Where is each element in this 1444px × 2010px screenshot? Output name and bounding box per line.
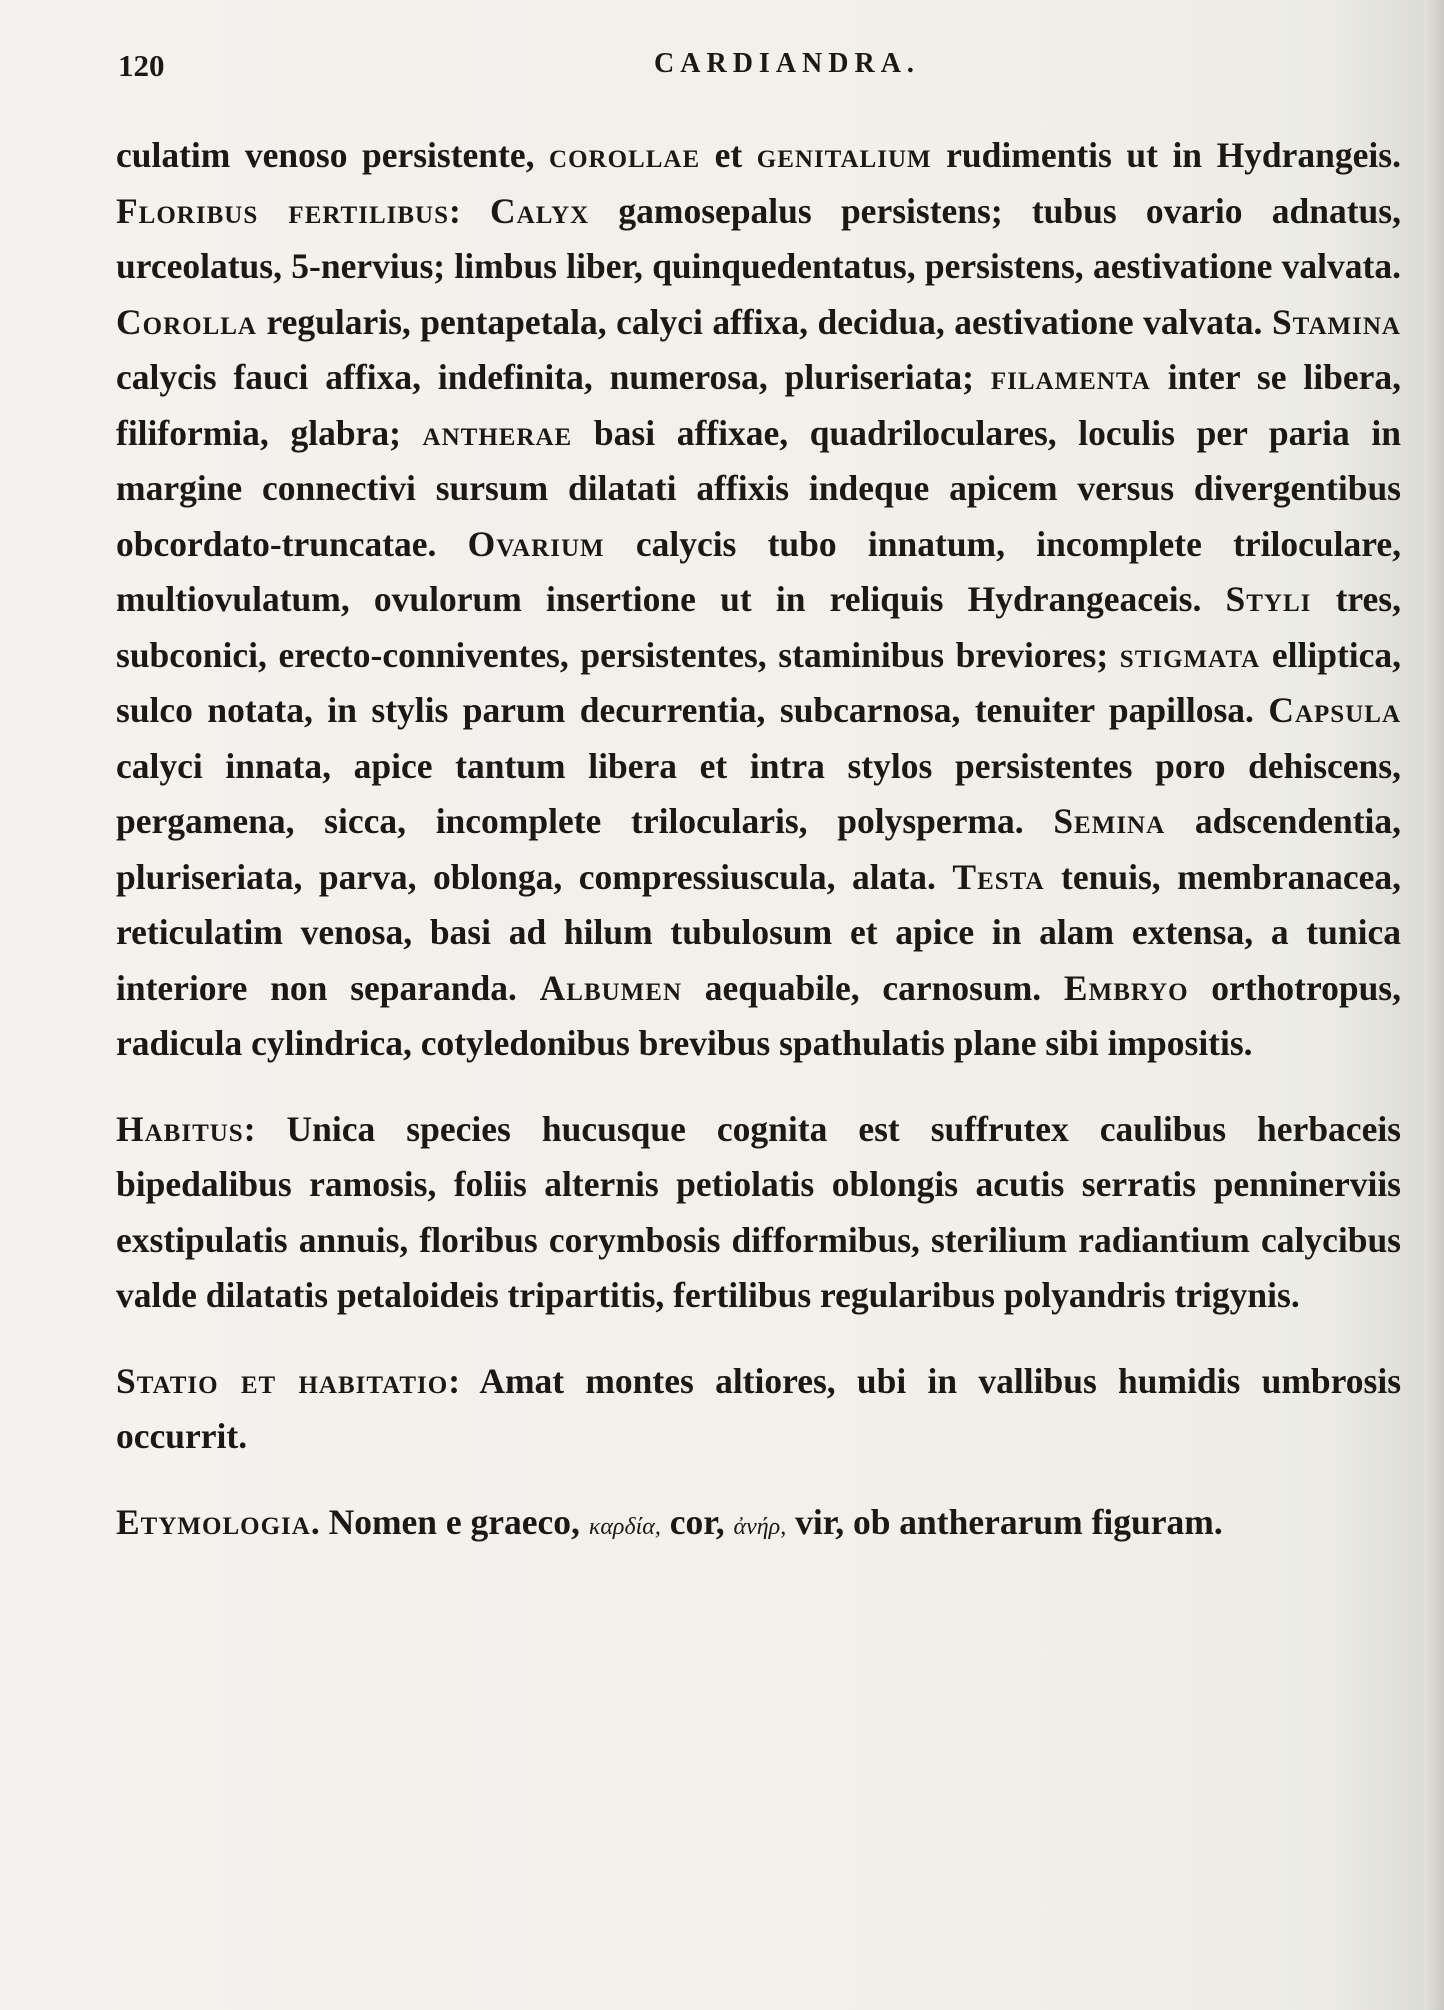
section-term: Stamina: [1271, 301, 1401, 342]
body-text: [116, 128, 1401, 1555]
text-run: culatim venoso persistente,: [116, 135, 550, 175]
text-run: : Amat montes altiores, ubi in vallibus humidis umbrosis occurrit.: [116, 1360, 1402, 1456]
text-run: calycis tubo innatum, incomplete triloculare, multiovulatum, ovulorum insertione ut in reliquis Hydrangeaceis.: [116, 523, 1402, 619]
running-title: CARDIANDRA.: [654, 48, 920, 79]
section-term: antherae: [422, 412, 573, 453]
page-number: 120: [118, 48, 165, 83]
section-term: Corolla: [116, 301, 257, 342]
section-term: Albumen: [539, 967, 683, 1008]
text-run: :: [449, 190, 491, 231]
generic-description-paragraph: [116, 128, 1401, 1072]
text-run: basi affixae, quadriloculares, loculis per paria in margine connectivi sursum dilatati affixis indeque apicem versus divergentibus obcordato-truncatae.: [116, 412, 1402, 564]
section-term: Embryo: [1063, 967, 1189, 1008]
running-header: [118, 48, 1386, 92]
page-edge: [1424, 0, 1444, 2010]
statio-paragraph: [116, 1354, 1401, 1465]
section-term: corollae: [549, 135, 701, 175]
text-run: regularis, pentapetala, calyci affixa, decidua, aestivatione valvata.: [257, 301, 1272, 342]
text-run: gamosepalus persistens; tubus ovario adnatus, urceolatus, 5-nervius; limbus liber, quinquedentatus, persistens, aestivatione valvata.: [116, 190, 1401, 286]
text-run: tres, subconici, erecto-conniventes, persistentes, staminibus breviores;: [116, 579, 1401, 675]
section-term: Etymologia: [116, 1501, 311, 1542]
section-term: Floribus fertilibus: [116, 190, 449, 231]
section-term: Habitus: [116, 1108, 244, 1149]
text-run: calyci innata, apice tantum libera et intra stylos persistentes poro dehiscens, pergamena, sicca, incomplete trilocularis, polysperma.: [116, 745, 1401, 841]
text-run: adscendentia, pluriseriata, parva, oblonga, compressiuscula, alata.: [116, 801, 1402, 897]
text-run: inter se libera, filiformia, glabra;: [116, 357, 1402, 453]
text-run: tenuis, membranacea, reticulatim venosa, basi ad hilum tubulosum et apice in alam extensa, a tunica interiore non separanda.: [116, 856, 1401, 1008]
section-term: stigmata: [1119, 634, 1261, 675]
text-run: aequabile, carnosum.: [682, 967, 1064, 1008]
section-term: Statio et habitatio: [116, 1360, 449, 1401]
text-run: et: [700, 135, 757, 175]
habitus-paragraph: [116, 1102, 1401, 1324]
greek-word: ἀνήρ,: [733, 1513, 787, 1540]
section-term: filamenta: [990, 357, 1151, 397]
text-run: orthotropus, radicula cylindrica, cotyledonibus brevibus spathulatis plane sibi impositis.: [116, 967, 1401, 1063]
text-run: calycis fauci affixa, indefinita, numerosa, pluriseriata;: [116, 357, 991, 397]
section-term: genitalium: [756, 135, 932, 175]
etymologia-paragraph: [116, 1495, 1401, 1556]
text-run: : Unica species hucusque cognita est suffrutex caulibus herbaceis bipedalibus ramosis, foliis alternis petiolatis oblongis acutis serratis penninerviis exstipulatis annuis, floribus corymbosis difformibus, sterilium radiantium calycibus valde dilatatis petaloideis tripartitis, fertilibus regularibus polyandris trigynis.: [116, 1108, 1401, 1315]
text-run: cor,: [660, 1501, 734, 1542]
greek-word: καρδία,: [588, 1513, 661, 1540]
section-term: Capsula: [1268, 690, 1401, 730]
text-run: elliptica, sulco notata, in stylis parum decurrentia, subcarnosa, tenuiter papillosa.: [116, 634, 1402, 730]
section-term: Testa: [952, 856, 1045, 897]
text-run: vir, ob antherarum figuram.: [786, 1501, 1223, 1542]
text-run: rudimentis ut in Hydrangeis.: [931, 135, 1401, 175]
section-term: Semina: [1053, 801, 1166, 841]
section-term: Styli: [1225, 579, 1312, 619]
section-term: Calyx: [490, 190, 590, 231]
text-run: . Nomen e graeco,: [310, 1501, 589, 1542]
section-term: Ovarium: [467, 523, 605, 564]
